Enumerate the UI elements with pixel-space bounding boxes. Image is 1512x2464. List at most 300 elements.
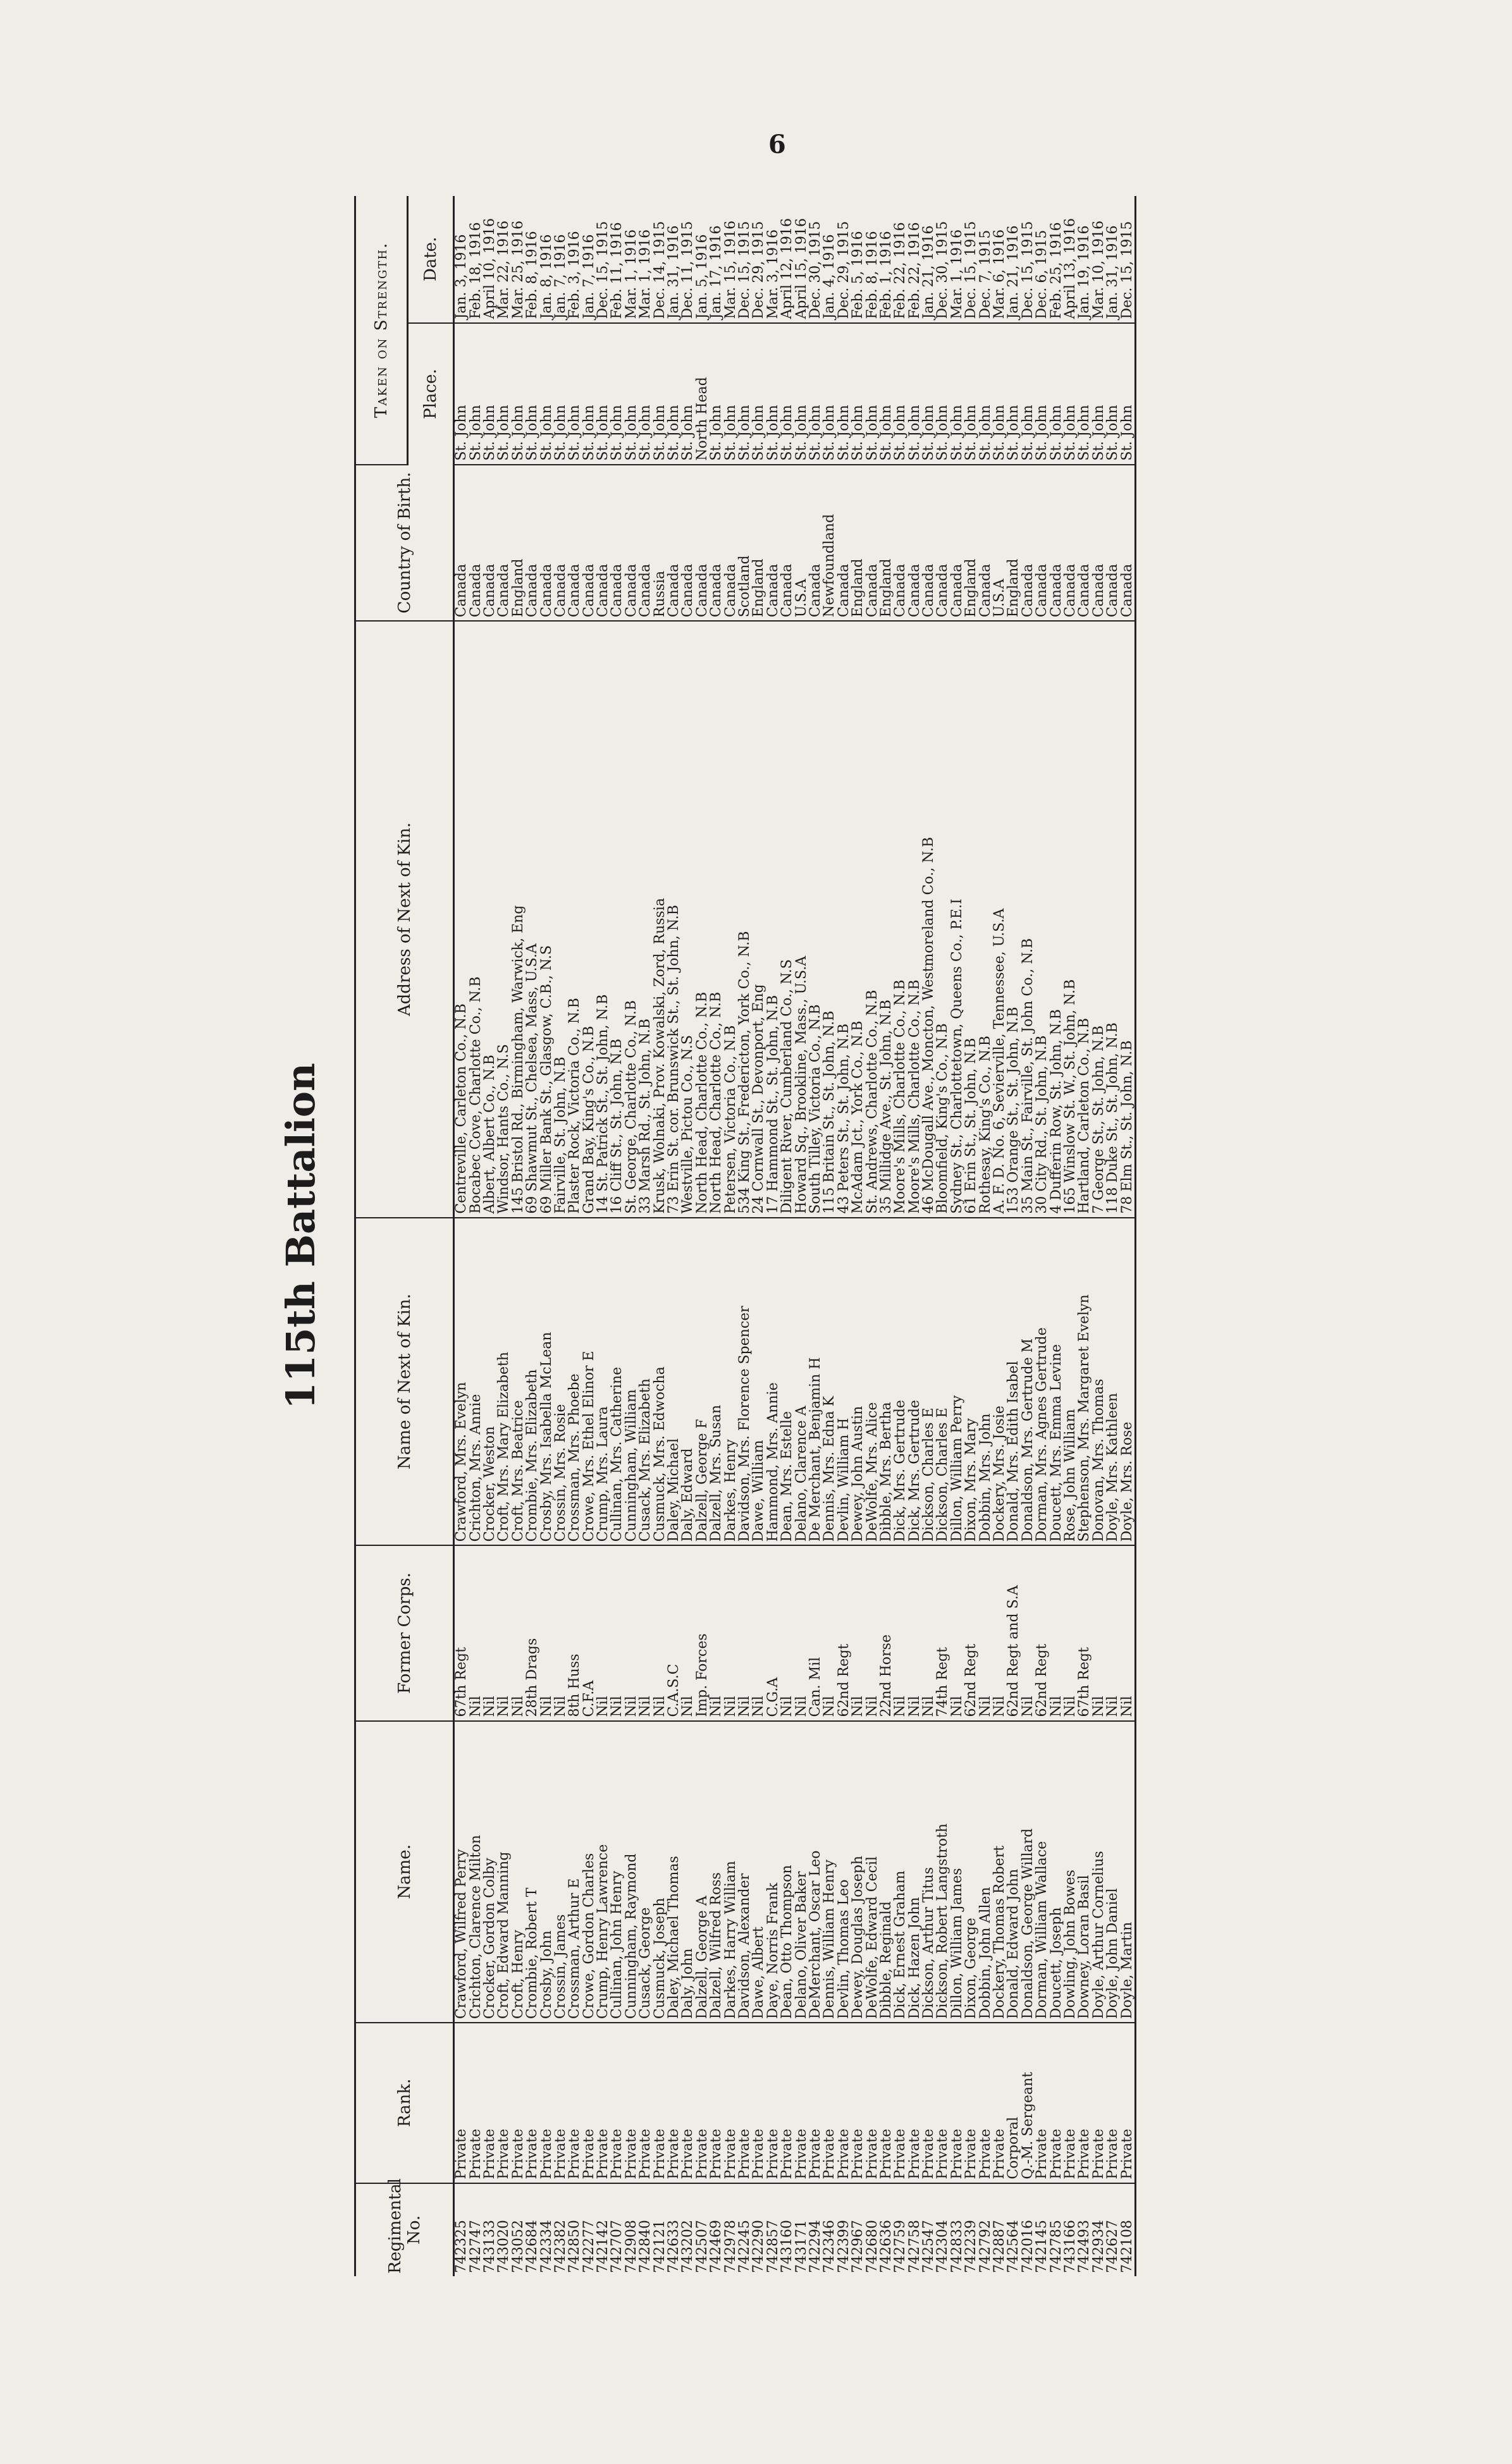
cell-country: Canada <box>922 465 936 622</box>
cell-date: Dec. 15, 1915 <box>596 196 610 323</box>
cell-former-corps: Nil <box>610 1545 624 1720</box>
header-next-of-kin: Name of Next of Kin. <box>355 1218 454 1546</box>
cell-address: 145 Bristol Rd., Birmingham, Warwick, Eng <box>512 621 526 1217</box>
cell-rank: Private <box>1120 2023 1135 2183</box>
cell-date: Jan. 3, 1916 <box>454 196 469 323</box>
cell-next-of-kin: Crombie, Mrs. Elizabeth <box>526 1218 539 1546</box>
cell-name: Dennis, William Henry <box>823 1721 837 2023</box>
table-row <box>1106 196 1120 2276</box>
cell-former-corps: Can. Mil <box>809 1545 823 1720</box>
cell-country: Canada <box>936 465 950 622</box>
cell-place: St. John <box>497 323 511 465</box>
cell-rank: Private <box>993 2023 1007 2183</box>
cell-former-corps: 67th Regt <box>454 1545 469 1720</box>
cell-date: Dec. 15, 1915 <box>1021 196 1035 323</box>
cell-address: Howard Sq., Brookline, Mass., U.S.A <box>794 621 808 1217</box>
cell-date: Jan. 21, 1916 <box>1007 196 1021 323</box>
cell-address: 69 Miller Bank St., Glasgow, C.B., N.S <box>539 621 553 1217</box>
cell-name: Dick, Hazen John <box>908 1721 922 2023</box>
cell-address: Hartland, Carleton Co., N.B <box>1078 621 1091 1217</box>
cell-date: Feb. 8, 1916 <box>865 196 879 323</box>
cell-name: Crossin, James <box>554 1721 568 2023</box>
cell-rank: Private <box>696 2023 710 2183</box>
cell-regimental-no: 742967 <box>850 2220 866 2273</box>
table-row <box>710 196 723 2276</box>
cell-next-of-kin: Dick, Mrs. Gertrude <box>908 1218 922 1546</box>
cell-rank: Private <box>681 2023 695 2183</box>
table-row <box>978 196 992 2276</box>
cell-place: St. John <box>454 323 469 465</box>
cell-next-of-kin: Delano, Clarence A <box>794 1218 808 1546</box>
cell-date: Feb. 8, 1916 <box>526 196 539 323</box>
cell-place: St. John <box>1106 323 1120 465</box>
cell-place: St. John <box>710 323 723 465</box>
cell-former-corps: Nil <box>653 1545 667 1720</box>
roster-table <box>354 196 1136 2276</box>
cell-regimental-no: 742294 <box>807 2220 823 2273</box>
cell-address: Sydney St., Charlottetown, Queens Co., P.E.I <box>950 621 964 1217</box>
cell-address: North Head, Charlotte Co., N.B <box>710 621 723 1217</box>
cell-former-corps: Nil <box>950 1545 964 1720</box>
cell-address: 14 St. Patrick St., St. John, N.B <box>596 621 610 1217</box>
cell-date: Mar. 25, 1916 <box>512 196 526 323</box>
cell-next-of-kin: Dewey, John Austin <box>851 1218 865 1546</box>
cell-regimental-no: 742833 <box>949 2220 965 2273</box>
cell-name: Devlin, Thomas Leo <box>837 1721 851 2023</box>
cell-country: Canada <box>483 465 497 622</box>
cell-former-corps: 62nd Regt <box>964 1545 978 1720</box>
cell-name: Dorman, William Wallace <box>1035 1721 1049 2023</box>
table-row <box>1064 196 1078 2276</box>
cell-country: Canada <box>526 465 539 622</box>
cell-place: St. John <box>554 323 568 465</box>
cell-address: 4 Dufferin Row, St. John, N.B <box>1049 621 1063 1217</box>
cell-rank: Private <box>568 2023 582 2183</box>
cell-former-corps: Nil <box>512 1545 526 1720</box>
table-row <box>1092 196 1106 2276</box>
table-row <box>1049 196 1063 2276</box>
cell-address: 61 Erin St., St. John, N.B <box>964 621 978 1217</box>
cell-place: North Head <box>696 323 710 465</box>
cell-next-of-kin: Rose, John William <box>1064 1218 1078 1546</box>
cell-rank: Private <box>823 2023 837 2183</box>
cell-name: Dibble, Reginald <box>880 1721 894 2023</box>
cell-date: Jan. 17, 1916 <box>710 196 723 323</box>
table-row <box>752 196 766 2276</box>
cell-date: Jan. 4, 1916 <box>823 196 837 323</box>
cell-place: St. John <box>823 323 837 465</box>
cell-country: Canada <box>978 465 992 622</box>
cell-country: England <box>752 465 766 622</box>
cell-former-corps: 67th Regt <box>1078 1545 1091 1720</box>
cell-next-of-kin: DeWolfe, Mrs. Alice <box>865 1218 879 1546</box>
cell-place: St. John <box>780 323 794 465</box>
cell-former-corps: Nil <box>978 1545 992 1720</box>
cell-place: St. John <box>639 323 653 465</box>
cell-name: Dewey, Douglas Joseph <box>851 1721 865 2023</box>
cell-regimental-no: 742633 <box>666 2220 682 2273</box>
cell-rank: Private <box>639 2023 653 2183</box>
cell-country: Canada <box>766 465 780 622</box>
cell-name: Dick, Ernest Graham <box>894 1721 907 2023</box>
cell-date: Dec. 11, 1915 <box>681 196 695 323</box>
cell-name: Dickson, Arthur Titus <box>922 1721 936 2023</box>
cell-place: St. John <box>1007 323 1021 465</box>
cell-place: St. John <box>1092 323 1106 465</box>
cell-name: Crossman, Arthur E <box>568 1721 582 2023</box>
cell-former-corps: Nil <box>681 1545 695 1720</box>
table-row <box>964 196 978 2276</box>
cell-rank: Private <box>483 2023 497 2183</box>
cell-country: Canada <box>1092 465 1106 622</box>
table-row <box>851 196 865 2276</box>
cell-address: Albert, Albert Co., N.B <box>483 621 497 1217</box>
cell-rank: Private <box>710 2023 723 2183</box>
cell-former-corps: 74th Regt <box>936 1545 950 1720</box>
cell-country: Canada <box>610 465 624 622</box>
table-row <box>582 196 596 2276</box>
cell-former-corps: Nil <box>723 1545 737 1720</box>
table-row <box>512 196 526 2276</box>
table-row <box>738 196 752 2276</box>
cell-regimental-no: 742978 <box>722 2220 739 2273</box>
table-row <box>1078 196 1091 2276</box>
cell-place: St. John <box>993 323 1007 465</box>
table-row <box>922 196 936 2276</box>
cell-name: Doyle, Arthur Cornelius <box>1092 1721 1106 2023</box>
cell-name: Crump, Henry Lawrence <box>596 1721 610 2023</box>
cell-place: St. John <box>794 323 808 465</box>
cell-date: Mar. 1, 1916 <box>950 196 964 323</box>
roster-body <box>454 196 1136 2276</box>
header-address: Address of Next of Kin. <box>355 621 454 1217</box>
cell-name: Dalzell, Wilfred Ross <box>710 1721 723 2023</box>
cell-country: Canada <box>596 465 610 622</box>
cell-former-corps: 62nd Regt <box>837 1545 851 1720</box>
cell-rank: Private <box>469 2023 482 2183</box>
cell-rank: Private <box>752 2023 766 2183</box>
cell-name: Doyle, John Daniel <box>1106 1721 1120 2023</box>
cell-next-of-kin: Crichton, Mrs. Annie <box>469 1218 482 1546</box>
cell-next-of-kin: Crump, Mrs. Laura <box>596 1218 610 1546</box>
cell-regimental-no: 742304 <box>935 2220 951 2273</box>
table-row <box>625 196 639 2276</box>
cell-country: Canada <box>894 465 907 622</box>
cell-former-corps: 62nd Regt <box>1035 1545 1049 1720</box>
cell-former-corps: Nil <box>1021 1545 1035 1720</box>
cell-date: Feb. 11, 1916 <box>610 196 624 323</box>
cell-former-corps: Nil <box>1049 1545 1063 1720</box>
cell-country: Canada <box>539 465 553 622</box>
cell-address: Windsor, Hants Co., N.S <box>497 621 511 1217</box>
table-row <box>766 196 780 2276</box>
cell-address: Diligent River, Cumberland Co., N.S <box>780 621 794 1217</box>
cell-address: South Tilley, Victoria Co., N.B <box>809 621 823 1217</box>
cell-former-corps: Nil <box>539 1545 553 1720</box>
cell-regimental-no: 742785 <box>1048 2220 1064 2273</box>
cell-regimental-no: 743202 <box>680 2220 696 2273</box>
cell-name: Dickson, Robert Langstroth <box>936 1721 950 2023</box>
cell-name: Crowe, Gordon Charles <box>582 1721 596 2023</box>
header-regimental-no: Regimental No. <box>355 2183 454 2276</box>
cell-name: Donaldson, George Willard <box>1021 1721 1035 2023</box>
cell-rank: Private <box>596 2023 610 2183</box>
cell-regimental-no: 742469 <box>708 2220 725 2273</box>
cell-next-of-kin: Davidson, Mrs. Florence Spencer <box>738 1218 752 1546</box>
cell-place: St. John <box>894 323 907 465</box>
cell-country: Canada <box>568 465 582 622</box>
table-row <box>809 196 823 2276</box>
cell-place: St. John <box>865 323 879 465</box>
cell-name: Croft, Edward Manning <box>497 1721 511 2023</box>
cell-address: 43 Peters St., St. John, N.B <box>837 621 851 1217</box>
cell-date: Mar. 6, 1916 <box>993 196 1007 323</box>
cell-address: 73 Erin St. cor. Brunswick St., St. John, N.B <box>667 621 681 1217</box>
cell-former-corps: Nil <box>1092 1545 1106 1720</box>
table-row <box>667 196 681 2276</box>
cell-country: Scotland <box>738 465 752 622</box>
table-row <box>539 196 553 2276</box>
table-row <box>454 196 469 2276</box>
cell-place: St. John <box>568 323 582 465</box>
cell-regimental-no: 742334 <box>538 2220 555 2273</box>
cell-name: Dobbin, John Allen <box>978 1721 992 2023</box>
cell-place: St. John <box>978 323 992 465</box>
cell-rank: Private <box>922 2023 936 2183</box>
cell-country: Canada <box>710 465 723 622</box>
cell-name: Cusack, George <box>639 1721 653 2023</box>
table-row <box>639 196 653 2276</box>
cell-address: 118 Duke St., St. John, N.B <box>1106 621 1120 1217</box>
cell-country: England <box>880 465 894 622</box>
cell-country: Canada <box>554 465 568 622</box>
cell-regimental-no: 742680 <box>864 2220 880 2273</box>
cell-place: St. John <box>610 323 624 465</box>
cell-date: Dec. 14, 1915 <box>653 196 667 323</box>
cell-place: St. John <box>526 323 539 465</box>
cell-date: Dec. 7, 1915 <box>978 196 992 323</box>
cell-next-of-kin: Dawe, William <box>752 1218 766 1546</box>
cell-address: 115 Britain St., St. John, N.B <box>823 621 837 1217</box>
table-row <box>610 196 624 2276</box>
cell-rank: Private <box>964 2023 978 2183</box>
cell-name: Crombie, Robert T <box>526 1721 539 2023</box>
cell-name: Cullinan, John Henry <box>610 1721 624 2023</box>
cell-next-of-kin: Daly, Edward <box>681 1218 695 1546</box>
cell-address: 30 City Rd., St. John, N.B <box>1035 621 1049 1217</box>
cell-former-corps: C.A.S.C <box>667 1545 681 1720</box>
cell-date: Mar. 1, 1916 <box>639 196 653 323</box>
header-country: Country of Birth. <box>355 465 454 622</box>
cell-address: Moore's Mills, Charlotte Co., N.B <box>894 621 907 1217</box>
cell-regimental-no: 742684 <box>524 2220 541 2273</box>
cell-regimental-no: 742840 <box>637 2220 654 2273</box>
cell-place: St. John <box>738 323 752 465</box>
cell-place: St. John <box>539 323 553 465</box>
cell-former-corps: Nil <box>794 1545 808 1720</box>
cell-next-of-kin: Crawford, Mrs. Evelyn <box>454 1218 469 1546</box>
cell-name: DeWolfe, Edward Cecil <box>865 1721 879 2023</box>
cell-regimental-no: 743166 <box>1062 2220 1078 2273</box>
cell-place: St. John <box>723 323 737 465</box>
cell-former-corps: Nil <box>752 1545 766 1720</box>
rotated-roster-sheet <box>278 196 1328 2276</box>
cell-regimental-no: 742108 <box>1120 2183 1135 2276</box>
cell-place: St. John <box>653 323 667 465</box>
cell-country: Russia <box>653 465 667 622</box>
table-row <box>865 196 879 2276</box>
cell-next-of-kin: Crocker, Weston <box>483 1218 497 1546</box>
cell-regimental-no: 743052 <box>510 2220 526 2273</box>
cell-rank: Private <box>865 2023 879 2183</box>
cell-regimental-no: 743160 <box>779 2220 796 2273</box>
cell-former-corps: Nil <box>554 1545 568 1720</box>
cell-name: Croft, Henry <box>512 1721 526 2023</box>
cell-address: 153 Orange St., St. John, N.B <box>1007 621 1021 1217</box>
cell-next-of-kin: Darkes, Henry <box>723 1218 737 1546</box>
cell-rank: Private <box>1106 2023 1120 2183</box>
cell-next-of-kin: Daley, Michael <box>667 1218 681 1546</box>
cell-place: St. John <box>922 323 936 465</box>
table-row <box>1021 196 1035 2276</box>
cell-name: Doyle, Martin <box>1120 1721 1135 2023</box>
cell-next-of-kin: Dockery, Mrs. Josie <box>993 1218 1007 1546</box>
table-row <box>837 196 851 2276</box>
cell-date: Dec. 29, 1915 <box>752 196 766 323</box>
cell-name: Crichton, Clarence Milton <box>469 1721 482 2023</box>
cell-former-corps: C.G.A <box>766 1545 780 1720</box>
cell-rank: Private <box>610 2023 624 2183</box>
cell-date: April 10, 1916 <box>483 196 497 323</box>
cell-regimental-no: 742792 <box>977 2220 993 2273</box>
cell-name: Crawford, Wilfred Perry <box>454 1721 469 2023</box>
cell-address: 46 McDougall Ave., Moncton, Westmoreland Co., N.B <box>922 621 936 1217</box>
cell-address: 69 Shawmut St., Chelsea, Mass, U.S.A <box>526 621 539 1217</box>
cell-date: Feb. 3, 1916 <box>568 196 582 323</box>
cell-former-corps: 22nd Horse <box>880 1545 894 1720</box>
cell-name: Daye, Norris Frank <box>766 1721 780 2023</box>
cell-address: Krusk, Wolnaki, Prov. Kowalski, Zord, Russia <box>653 621 667 1217</box>
cell-name: Davidson, Alexander <box>738 1721 752 2023</box>
cell-regimental-no: 742290 <box>751 2220 767 2273</box>
cell-name: Daley, Michael Thomas <box>667 1721 681 2023</box>
cell-country: England <box>1007 465 1021 622</box>
cell-regimental-no: 742707 <box>609 2220 625 2273</box>
table-row <box>526 196 539 2276</box>
cell-regimental-no: 742382 <box>552 2220 569 2273</box>
cell-rank: Private <box>1049 2023 1063 2183</box>
cell-regimental-no: 742399 <box>835 2220 852 2273</box>
cell-name: Darkes, Harry William <box>723 1721 737 2023</box>
table-row <box>894 196 907 2276</box>
cell-date: Jan. 8, 1916 <box>539 196 553 323</box>
cell-next-of-kin: Donaldson, Mrs. Gertrude M <box>1021 1218 1035 1546</box>
cell-country: England <box>512 465 526 622</box>
cell-rank: Private <box>936 2023 950 2183</box>
cell-regimental-no: 742016 <box>1019 2220 1036 2273</box>
cell-former-corps: Nil <box>993 1545 1007 1720</box>
cell-date: Jan. 7, 1916 <box>554 196 568 323</box>
cell-former-corps: 28th Drags <box>526 1545 539 1720</box>
table-row <box>993 196 1007 2276</box>
cell-next-of-kin: Stephenson, Mrs. Margaret Evelyn <box>1078 1218 1091 1546</box>
cell-rank: Private <box>454 2023 469 2183</box>
cell-rank: Private <box>851 2023 865 2183</box>
cell-regimental-no: 742145 <box>1034 2220 1050 2273</box>
cell-address: Bloomfield, King's Co., N.B <box>936 621 950 1217</box>
cell-address: 33 Marsh Rd., St. John, N.B <box>639 621 653 1217</box>
cell-next-of-kin: Dennis, Mrs. Edna K <box>823 1218 837 1546</box>
cell-rank: Private <box>554 2023 568 2183</box>
cell-date: April 13, 1916 <box>1064 196 1078 323</box>
cell-regimental-no: 743020 <box>496 2220 512 2273</box>
cell-next-of-kin: Dalzell, George F <box>696 1218 710 1546</box>
cell-address: North Head, Charlotte Co., N.B <box>696 621 710 1217</box>
cell-date: Dec. 30, 1915 <box>936 196 950 323</box>
cell-next-of-kin: Dick, Mrs. Gertrude <box>894 1218 907 1546</box>
cell-name: Crocker, Gordon Colby <box>483 1721 497 2023</box>
cell-country: Canada <box>1120 465 1135 622</box>
cell-country: Canada <box>780 465 794 622</box>
cell-next-of-kin: Dobbin, Mrs. John <box>978 1218 992 1546</box>
table-row <box>723 196 737 2276</box>
cell-regimental-no: 742239 <box>963 2220 980 2273</box>
cell-former-corps: Nil <box>1064 1545 1078 1720</box>
cell-country: Canada <box>950 465 964 622</box>
cell-address: Grand Bay, King's Co., N.B <box>582 621 596 1217</box>
cell-place: St. John <box>1035 323 1049 465</box>
cell-country: Canada <box>681 465 695 622</box>
cell-place: St. John <box>681 323 695 465</box>
cell-address: 35 Main St., Fairville, St. John Co., N.B <box>1021 621 1035 1217</box>
cell-address: 78 Elm St., St. John, N.B <box>1120 621 1135 1217</box>
cell-rank: Private <box>766 2023 780 2183</box>
cell-rank: Private <box>809 2023 823 2183</box>
cell-name: Delano, Oliver Baker <box>794 1721 808 2023</box>
cell-place: St. John <box>936 323 950 465</box>
cell-name: Dawe, Albert <box>752 1721 766 2023</box>
cell-name: Dillon, William James <box>950 1721 964 2023</box>
cell-next-of-kin: Doyle, Mrs. Kathleen <box>1106 1218 1120 1546</box>
cell-place: St. John <box>809 323 823 465</box>
cell-regimental-no: 742325 <box>453 2220 470 2273</box>
cell-regimental-no: 742245 <box>737 2220 753 2273</box>
cell-rank: Private <box>1092 2023 1106 2183</box>
cell-address: Centreville, Carleton Co., N.B <box>454 621 469 1217</box>
cell-former-corps: Nil <box>894 1545 907 1720</box>
cell-former-corps: Nil <box>625 1545 639 1720</box>
cell-place: St. John <box>625 323 639 465</box>
cell-place: St. John <box>950 323 964 465</box>
table-row <box>1007 196 1021 2276</box>
cell-date: Feb. 22, 1916 <box>908 196 922 323</box>
cell-regimental-no: 742346 <box>821 2220 838 2273</box>
table-row <box>823 196 837 2276</box>
cell-former-corps: Nil <box>865 1545 879 1720</box>
cell-rank: Private <box>497 2023 511 2183</box>
table-row <box>568 196 582 2276</box>
cell-next-of-kin: Dean, Mrs. Estelle <box>780 1218 794 1546</box>
cell-former-corps: Nil <box>1106 1545 1120 1720</box>
cell-former-corps: Nil <box>710 1545 723 1720</box>
cell-date: Jan. 5, 1916 <box>696 196 710 323</box>
header-place: Place. <box>408 323 454 465</box>
cell-address: 7 George St., St. John, N.B <box>1092 621 1106 1217</box>
cell-name: Doucett, Joseph <box>1049 1721 1063 2023</box>
cell-name: Daly, John <box>681 1721 695 2023</box>
cell-place: St. John <box>851 323 865 465</box>
cell-date: Jan. 7, 1916 <box>582 196 596 323</box>
